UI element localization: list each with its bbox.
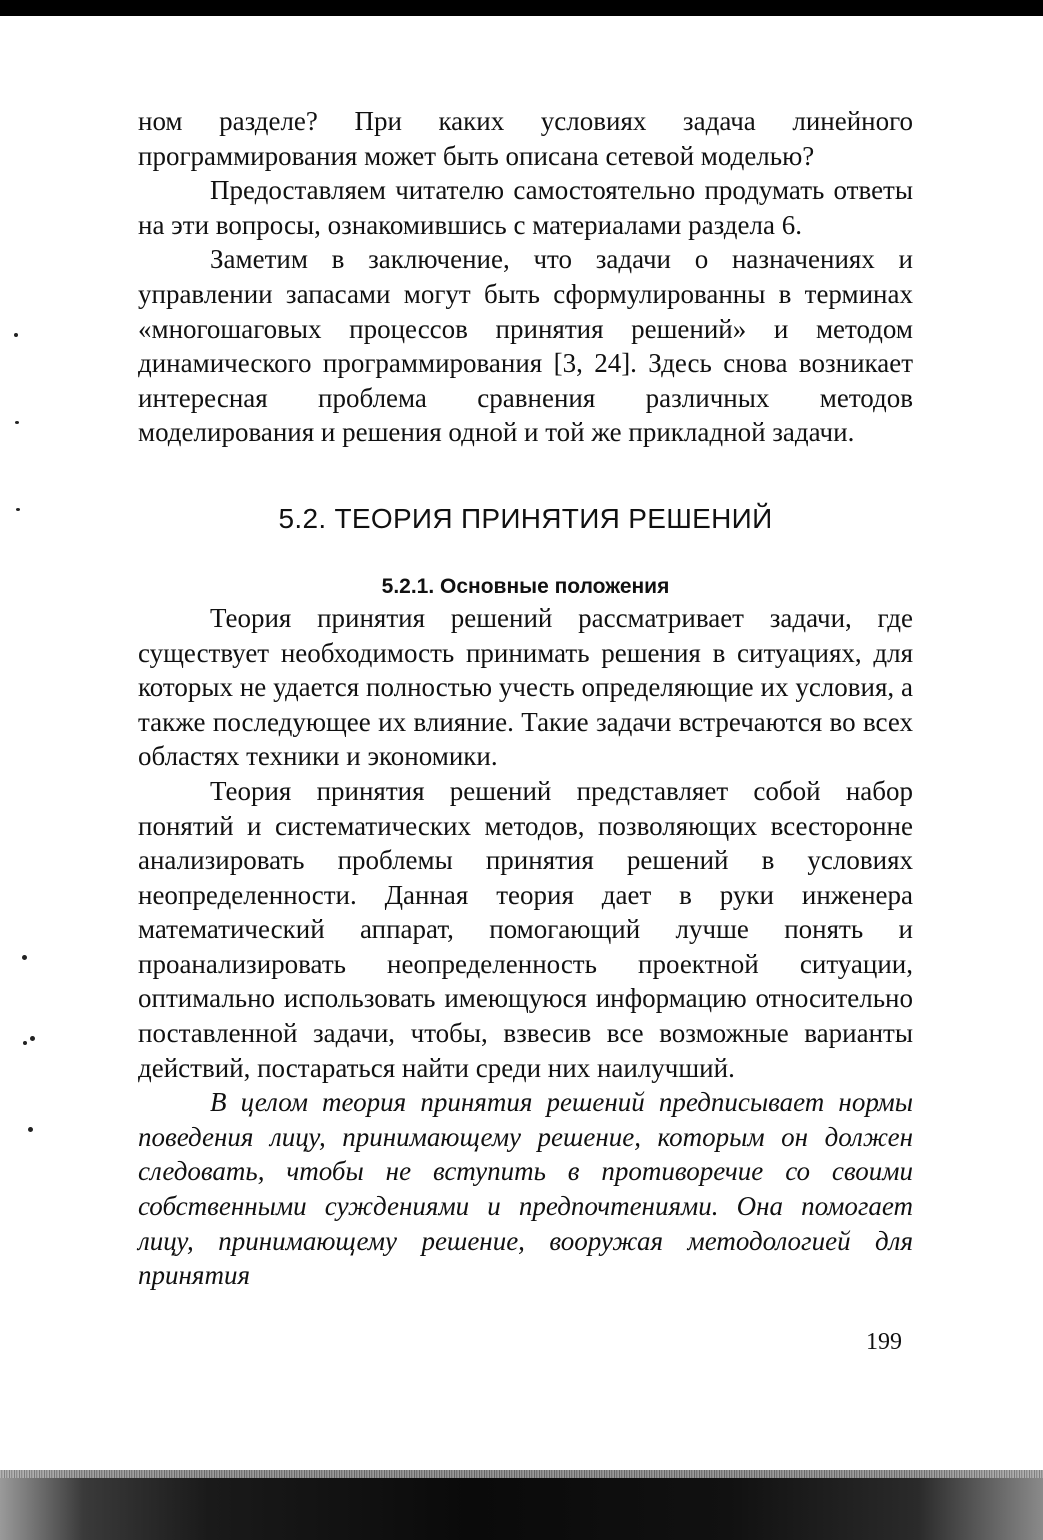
scan-speck <box>30 1036 35 1041</box>
scan-speck <box>15 421 19 424</box>
scan-speck <box>22 955 27 960</box>
paragraph: Теория принятия решений рассматривает задачи, где существует необходимость принимать решения в ситуациях, для которых не удается полностью учесть определяющие их условия, а также последующее их влияние. Такие задачи встречаются во всех областях техники и экономики. <box>138 602 913 772</box>
section-title: 5.2. ТЕОРИЯ ПРИНЯТИЯ РЕШЕНИЙ <box>278 502 773 534</box>
scan-speck <box>23 1041 27 1045</box>
scan-bottom-border <box>0 1470 1043 1540</box>
page-content <box>138 104 913 1293</box>
scan-speck <box>16 508 20 511</box>
scan-top-border <box>0 0 1043 16</box>
scan-speck <box>14 333 18 337</box>
page-number: 199 <box>866 1329 902 1355</box>
scan-speck <box>28 1127 33 1132</box>
paragraph: Заметим в заключение, что задачи о назначениях и управлении запасами могут быть сформулированны в терминах «многошаговых процессов принятия решений» и методом динамического программирования [3, 24]. Здесь снова возникает интересная проблема сравнения различных методов моделирования и решения одной и той же прикладной задачи. <box>138 244 913 448</box>
subsection-title: 5.2.1. Основные положения <box>381 574 670 598</box>
paragraph: Предоставляем читателю самостоятельно продумать ответы на эти вопросы, ознакомившись с материалами раздела 6. <box>138 175 913 240</box>
paragraph: Теория принятия решений представляет собой набор понятий и систематических методов, позволяющих всесторонне анализировать проблемы принятия решений в условиях неопределенности. Данная теория дает в руки инженера математический аппарат, помогающий лучше понять и проанализировать неопределенность проектной ситуации, оптимально использовать имеющуюся информацию относительно поставленной задачи, чтобы, взвесив все возможные варианты действий, постараться найти среди них наилучший. <box>138 775 913 1083</box>
paragraph-italic: В целом теория принятия решений предписывает нормы поведения лицу, принимающему решение, которым он должен следовать, чтобы не вступить в противоречие со своими собственными суждениями и предпочтениями. Она помогает лицу, принимающему решение, вооружая методологией для принятия <box>138 1087 913 1291</box>
paragraph: ном разделе? При каких условиях задача линейного программирования может быть описана сетевой моделью? <box>138 106 913 171</box>
